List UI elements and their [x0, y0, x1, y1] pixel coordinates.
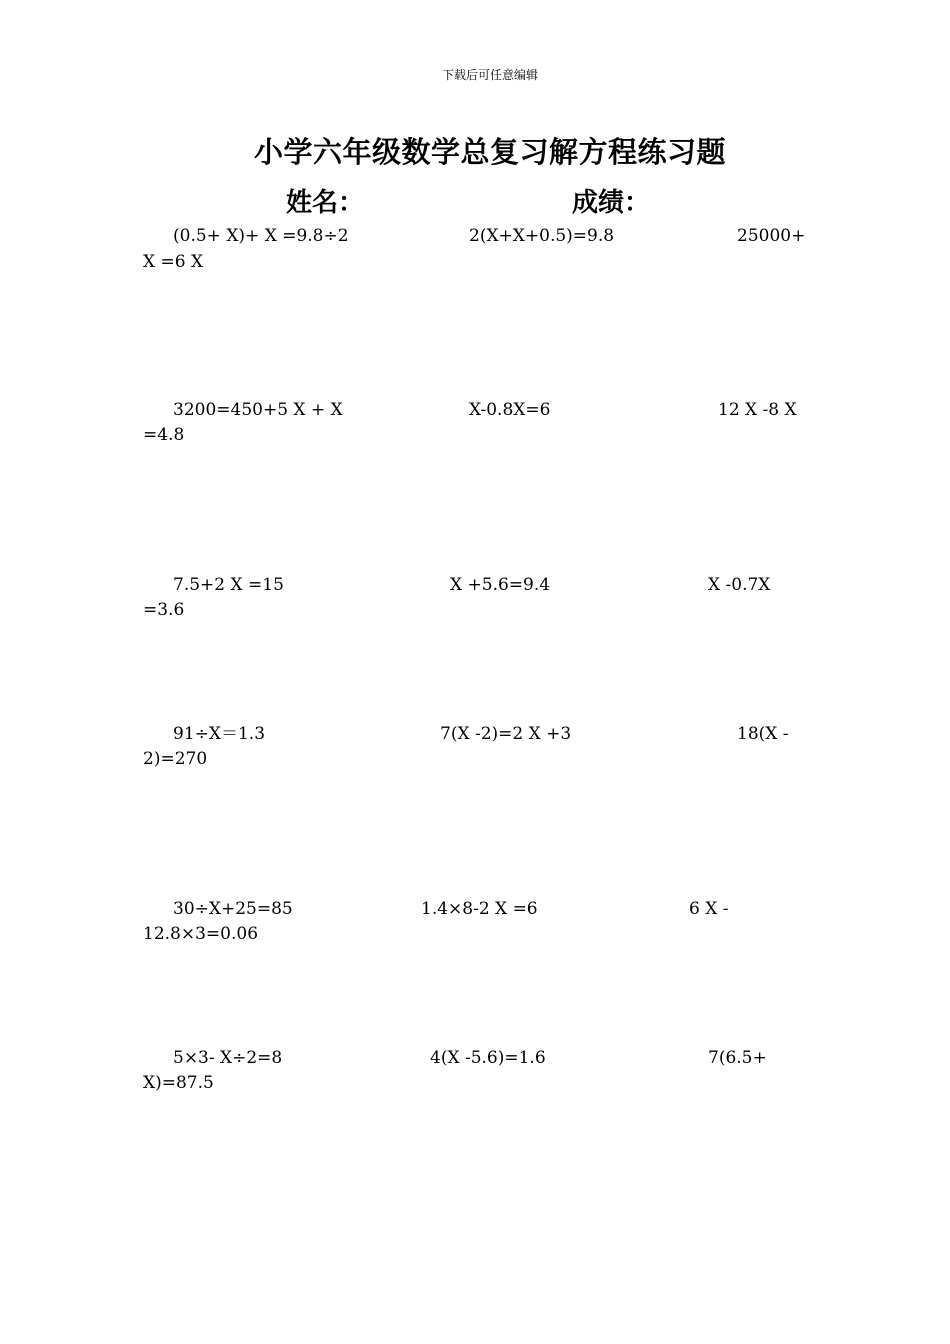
equation-r4-wrap: 2)=270	[143, 749, 208, 769]
equation-r4-c2: 7(X -2)=2 X +3	[440, 724, 572, 744]
score-label: 成绩：	[572, 188, 651, 218]
equation-r3-c3: X -0.7X	[708, 575, 771, 595]
equation-r5-c1: 30÷X+25=85	[173, 899, 293, 919]
equation-r5-c2: 1.4×8-2 X =6	[421, 899, 538, 919]
equation-r1-c1: (0.5+ X)+ X =9.8÷2	[173, 226, 349, 246]
equation-r2-c2: X-0.8X=6	[469, 400, 551, 420]
equation-r2-c3: 12 X -8 X	[718, 400, 797, 420]
equation-r6-c3: 7(6.5+	[708, 1048, 767, 1068]
equation-r6-c2: 4(X -5.6)=1.6	[430, 1048, 546, 1068]
equation-r4-c3: 18(X -	[737, 724, 789, 744]
equation-r2-wrap: =4.8	[143, 425, 185, 445]
equation-r1-c2: 2(X+X+0.5)=9.8	[469, 226, 615, 246]
equation-r3-c1: 7.5+2 X =15	[173, 575, 284, 595]
equation-r3-wrap: =3.6	[143, 600, 185, 620]
page-title: 小学六年级数学总复习解方程练习题	[253, 135, 726, 169]
equation-r1-wrap: X =6 X	[143, 252, 204, 272]
equation-r6-wrap: X)=87.5	[143, 1073, 214, 1093]
header-note: 下载后可任意编辑	[441, 68, 538, 82]
equation-r4-c1: 91÷X＝1.3	[173, 724, 266, 744]
equation-r2-c1: 3200=450+5 X + X	[173, 400, 343, 420]
name-label: 姓名：	[286, 188, 365, 218]
equation-r1-c3: 25000+	[737, 226, 806, 246]
equation-r5-c3: 6 X -	[689, 899, 729, 919]
equation-r6-c1: 5×3- X÷2=8	[173, 1048, 283, 1068]
equation-r3-c2: X +5.6=9.4	[450, 575, 551, 595]
equation-r5-wrap: 12.8×3=0.06	[143, 924, 259, 944]
